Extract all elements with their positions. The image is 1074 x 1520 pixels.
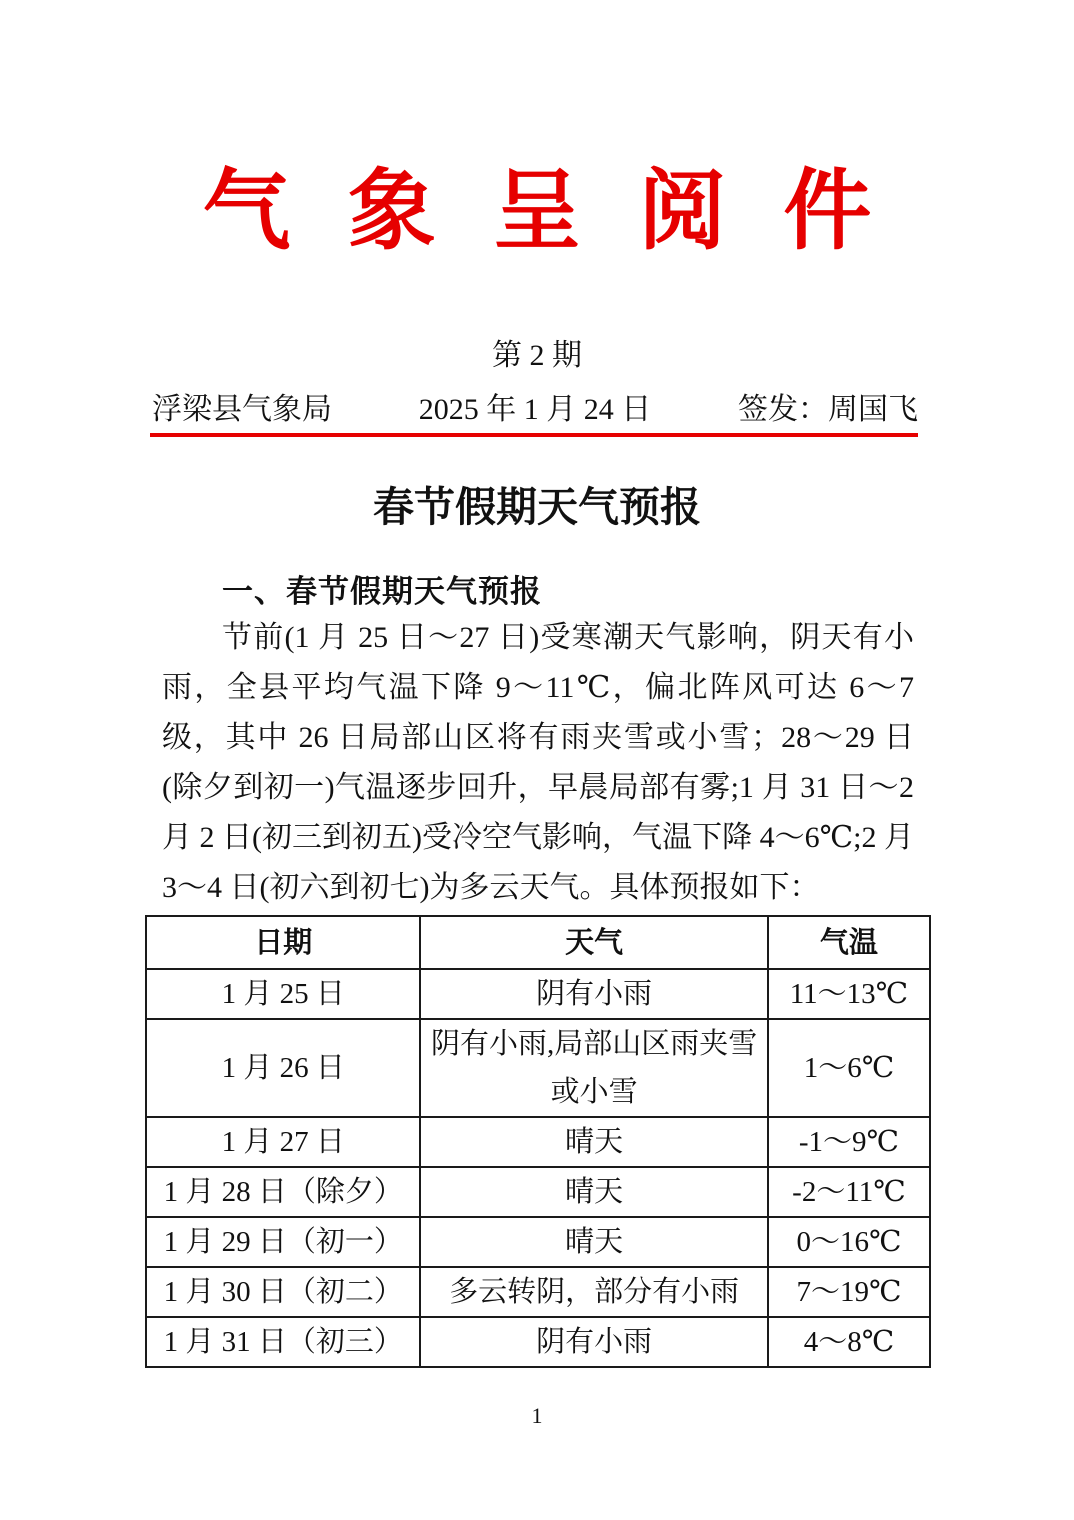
table-row — [146, 1117, 930, 1167]
header-info-row — [152, 384, 918, 428]
date-cell: 1 月 29 日（初一） — [146, 1217, 420, 1267]
weather-cell: 阴有小雨 — [420, 1317, 767, 1367]
date-cell: 1 月 26 日 — [146, 1019, 420, 1117]
table-row — [146, 1167, 930, 1217]
page-number: 1 — [531, 1403, 543, 1428]
temp-cell: -2～11℃ — [768, 1167, 930, 1217]
column-header: 天气 — [420, 916, 767, 969]
weather-cell: 晴天 — [420, 1167, 767, 1217]
section-heading: 一、春节假期天气预报 — [222, 574, 542, 609]
issue-date: 2025 年 1 月 24 日 — [418, 393, 652, 426]
forecast-table — [145, 915, 931, 1368]
issue-number: 第 2 期 — [492, 339, 582, 372]
date-cell: 1 月 27 日 — [146, 1117, 420, 1167]
weather-cell: 多云转阴，部分有小雨 — [420, 1267, 767, 1317]
table-row — [146, 1217, 930, 1267]
red-divider-line — [150, 433, 918, 437]
table-row — [146, 1267, 930, 1317]
temp-cell: -1～9℃ — [768, 1117, 930, 1167]
date-cell: 1 月 25 日 — [146, 969, 420, 1019]
column-header: 日期 — [146, 916, 420, 969]
forecast-paragraph: 节前(1 月 25 日～27 日)受寒潮天气影响，阴天有小雨，全县平均气温下降 9～11℃，偏北阵风可达 6～7 级，其中 26 日局部山区将有雨夹雪或小雪；28～29 日(除夕到初一)气温逐步回升，早晨局部有雾;1 月 31 日～2 月 2 日(初三到初五)受冷空气影响，气温下降 4～6℃;2 月 3～4 日(初六到初七)为多云天气。具体预报如下： — [162, 621, 914, 904]
document-title: 春节假期天气预报 — [373, 484, 701, 530]
weather-cell: 晴天 — [420, 1217, 767, 1267]
signer: 签发：周国飞 — [738, 393, 918, 426]
table-header-row — [146, 916, 930, 969]
weather-cell: 晴天 — [420, 1117, 767, 1167]
table-row — [146, 969, 930, 1019]
column-header: 气温 — [768, 916, 930, 969]
table-row — [146, 1317, 930, 1367]
table-row — [146, 1019, 930, 1117]
date-cell: 1 月 30 日（初二） — [146, 1267, 420, 1317]
date-cell: 1 月 28 日（除夕） — [146, 1167, 420, 1217]
temp-cell: 7～19℃ — [768, 1267, 930, 1317]
temp-cell: 0～16℃ — [768, 1217, 930, 1267]
table-body — [146, 969, 930, 1367]
date-cell: 1 月 31 日（初三） — [146, 1317, 420, 1367]
weather-cell: 阴有小雨,局部山区雨夹雪或小雪 — [420, 1019, 767, 1117]
temp-cell: 11～13℃ — [768, 969, 930, 1019]
temp-cell: 4～8℃ — [768, 1317, 930, 1367]
weather-cell: 阴有小雨 — [420, 969, 767, 1019]
temp-cell: 1～6℃ — [768, 1019, 930, 1117]
issuing-agency: 浮梁县气象局 — [152, 393, 332, 426]
masthead-title: 气 象 呈 阅 件 — [202, 164, 889, 261]
